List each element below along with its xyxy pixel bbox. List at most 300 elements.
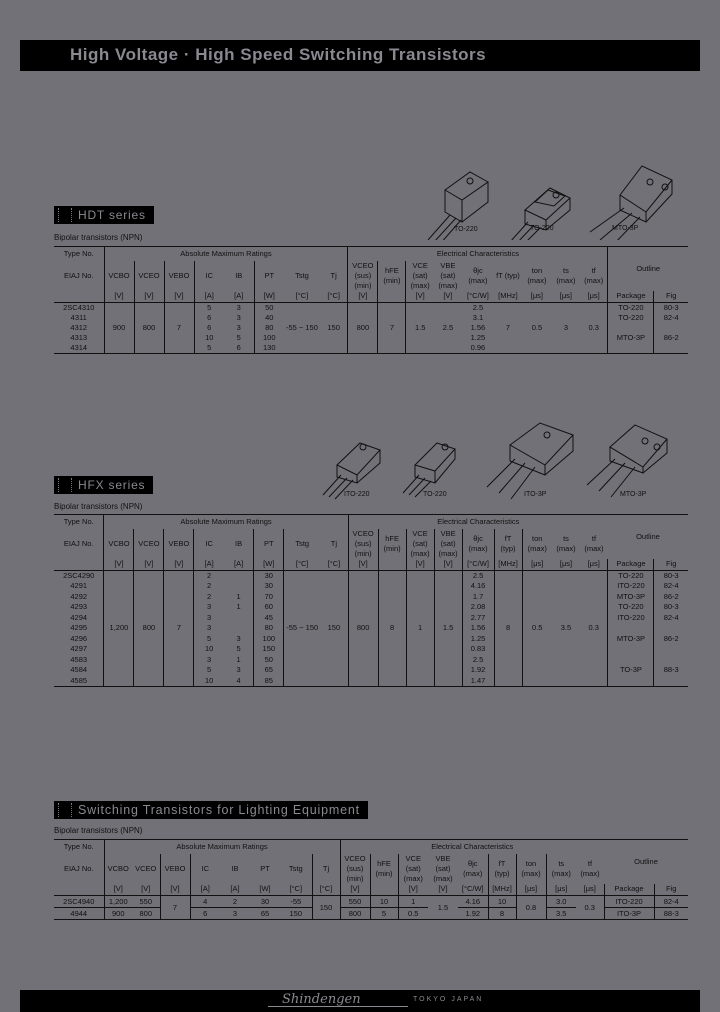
cell-ic: 10 [194, 644, 224, 655]
unit-vebo: [V] [164, 291, 194, 303]
col-tj: Tj [330, 538, 338, 548]
hdt-subtitle: Bipolar transistors (NPN) [54, 233, 143, 242]
col-tf: tf (max) [584, 533, 604, 553]
cell-ton: 0.8 [516, 896, 546, 920]
lighting-series-tag [54, 801, 368, 819]
hfx-subtitle: Bipolar transistors (NPN) [54, 502, 143, 511]
cell-vceo-sus: 550 [340, 896, 370, 908]
hdt-series-tag [54, 206, 154, 224]
col-vceo: VCEO [135, 863, 157, 873]
page-title-bar [20, 40, 700, 71]
col-ton: ton (max) [516, 854, 546, 884]
cell-ic: 10 [194, 676, 224, 687]
col-vceo-sus: VCEO (sus) (min) [348, 261, 378, 291]
cell-ib: 5 [236, 644, 241, 654]
unit-vebo: [V] [160, 884, 190, 896]
cell-ib: 3 [236, 323, 241, 332]
unit-vceo: [V] [134, 291, 164, 303]
hfx-series-tag [54, 476, 153, 494]
unit-vceo: [V] [141, 884, 151, 894]
unit-vceo-sus: [V] [348, 291, 378, 303]
cell-ic: 3 [194, 655, 224, 666]
cell-ic: 6 [194, 313, 224, 323]
cell-theta-jc: 2.5 [472, 303, 484, 312]
cell-pt: 50 [254, 303, 284, 314]
col-ft: fT (typ) [496, 270, 520, 280]
col-vbe-sat: VBE (sat) (max) [438, 260, 458, 290]
col-vcbo: VCBO [104, 261, 134, 291]
col-vce-sat: VCE (sat) (max) [406, 261, 434, 291]
cell-tstg: -55 ~ 150 [286, 323, 318, 332]
cell-pt: 80 [254, 323, 284, 333]
unit-ts: [μs] [559, 291, 573, 301]
table-row [54, 896, 688, 908]
col-pt: PT [254, 529, 284, 559]
cell-fig: 82-4 [654, 613, 688, 624]
col-ft: fT (typ) [488, 854, 516, 884]
col-vebo: VEBO [164, 261, 194, 291]
col-eiaj: EIAJ No. [63, 270, 94, 280]
col-eiaj: EIAJ No. [63, 863, 94, 873]
cell-vceo: 800 [139, 908, 152, 918]
unit-vbe-sat: [V] [443, 291, 453, 301]
cell-vcbo: 900 [104, 908, 132, 920]
lighting-spec-table [54, 839, 688, 920]
cell-eiaj: 4296 [70, 633, 88, 643]
cell-package: TO-220 [608, 571, 654, 582]
cell-pt: 30 [254, 581, 284, 592]
cell-pt: 30 [260, 896, 270, 906]
cell-vce-sat: 1 [406, 571, 434, 687]
cell-ic: 5 [194, 665, 224, 676]
unit-ft: [MHz] [498, 291, 518, 301]
cell-theta-jc: 0.83 [462, 644, 494, 655]
cell-theta-jc: 1.56 [470, 323, 486, 332]
cell-pt: 30 [254, 571, 284, 582]
unit-vce-sat: [V] [406, 559, 434, 571]
cell-ib: 3 [232, 908, 238, 918]
cell-eiaj: 4297 [70, 644, 88, 654]
unit-tj: [°C] [327, 291, 340, 301]
cell-fig: 88-3 [654, 655, 688, 687]
unit-vce-sat: [V] [406, 291, 434, 303]
cell-ft: 7 [505, 323, 510, 332]
cell-tj: 150 [327, 323, 340, 332]
unit-tstg: [°C] [295, 291, 309, 301]
cell-package: MTO-3P [608, 623, 654, 655]
cell-ic: 5 [194, 343, 224, 354]
unit-tj: [°C] [327, 559, 341, 569]
cell-fig: 82-4 [654, 896, 688, 908]
cell-fig: 80-3 [654, 303, 688, 314]
col-ib: IB [231, 863, 239, 873]
unit-ic: [A] [190, 884, 220, 896]
cell-ib: 3 [236, 633, 241, 643]
col-vbe-sat: VBE (sat) (max) [434, 529, 462, 559]
lighting-subtitle: Bipolar transistors (NPN) [54, 826, 143, 835]
cell-tj: 150 [312, 896, 340, 920]
cell-eiaj: 4295 [70, 623, 88, 633]
col-ts: ts (max) [546, 854, 576, 884]
unit-pt: [W] [259, 884, 271, 894]
unit-vce-sat: [V] [398, 884, 428, 896]
cell-vbe-sat: 2.5 [442, 323, 454, 332]
cell-vebo: 7 [164, 303, 194, 354]
cell-eiaj: 4294 [70, 612, 88, 622]
cell-theta-jc: 2.77 [462, 613, 494, 624]
unit-vbe-sat: [V] [438, 884, 448, 894]
col-vcbo: VCBO [104, 854, 132, 884]
cell-ts: 3.5 [546, 908, 576, 920]
abs-max-header: Absolute Maximum Ratings [104, 247, 348, 261]
cell-eiaj: 4314 [70, 343, 88, 352]
cell-pt: 50 [254, 655, 284, 666]
cell-ic: 4 [190, 896, 220, 908]
cell-fig: 86-2 [654, 623, 688, 655]
col-package: Package [604, 884, 654, 896]
cell-theta-jc: 1.47 [462, 676, 494, 687]
pkg-label-to220: TO-220 [454, 226, 478, 233]
cell-tf: 0.3 [588, 623, 599, 633]
cell-tf: 0.3 [584, 902, 595, 912]
unit-ts: [μs] [559, 559, 573, 569]
cell-ib: 4 [236, 675, 241, 685]
outline-header: Outline [636, 531, 660, 541]
cell-vebo: 7 [160, 896, 190, 920]
hdt-series-label: HDT series [78, 208, 146, 222]
cell-fig: 86-2 [654, 323, 688, 354]
cell-package: TO-220 [608, 313, 654, 323]
pkg-label-ito3p: ITO-3P [524, 491, 547, 498]
cell-eiaj: 2SC4310 [63, 303, 95, 312]
cell-vceo-sus: 800 [348, 303, 378, 354]
col-vebo: VEBO [164, 529, 194, 559]
col-ts: ts (max) [556, 265, 576, 285]
ito3p-drawing-icon [487, 423, 573, 499]
cell-fig: 88-3 [654, 908, 688, 920]
cell-ib: 1 [236, 591, 241, 601]
cell-eiaj: 4583 [70, 654, 88, 664]
unit-ic: [A] [194, 559, 224, 571]
cell-theta-jc: 1.25 [470, 333, 486, 342]
cell-pt: 40 [254, 313, 284, 323]
cell-ic: 6 [194, 323, 224, 333]
cell-eiaj: 2SC4290 [63, 571, 95, 580]
cell-vceo-sus: 800 [340, 908, 370, 920]
cell-package: MTO-3P [608, 592, 654, 603]
cell-ic: 2 [194, 592, 224, 603]
cell-theta-jc: 2.08 [462, 602, 494, 613]
cell-hfe: 7 [378, 303, 406, 354]
table-row [54, 571, 688, 582]
col-tstg: Tstg [295, 270, 309, 280]
cell-ib [224, 571, 254, 582]
cell-package: TO-3P [608, 655, 654, 687]
cell-eiaj: 4584 [70, 665, 88, 675]
unit-tstg: [°C] [289, 884, 303, 894]
unit-ic: [A] [194, 291, 224, 303]
cell-ic: 2 [194, 581, 224, 592]
cell-ib [224, 581, 254, 592]
unit-theta-jc: [°C/W] [462, 559, 494, 571]
mto3p-drawing-icon [587, 425, 667, 497]
cell-vbe-sat: 1.5 [437, 902, 449, 912]
type-no-header: Type No. [63, 248, 94, 258]
cell-eiaj: 2SC4940 [63, 896, 95, 906]
cell-package: ITO-220 [608, 581, 654, 592]
unit-ib: [A] [234, 291, 244, 301]
cell-vce-sat: 1.5 [406, 303, 434, 354]
unit-pt: [W] [254, 559, 284, 571]
cell-package: TO-220 [608, 602, 654, 613]
col-vce-sat: VCE (sat) (max) [406, 529, 434, 559]
brand-location: TOKYO JAPAN [413, 996, 484, 1003]
abs-max-header: Absolute Maximum Ratings [104, 840, 340, 854]
cell-vcbo: 1,200 [104, 896, 132, 908]
cell-vceo: 800 [134, 571, 164, 687]
cell-pt: 85 [254, 676, 284, 687]
unit-vcbo: [V] [104, 884, 132, 896]
cell-pt: 100 [254, 634, 284, 645]
unit-ton: [μs] [530, 291, 544, 301]
cell-ton: 0.5 [522, 571, 552, 687]
col-ts: ts (max) [556, 533, 576, 553]
cell-package: ITO-220 [608, 613, 654, 624]
cell-package: ITO-3P [604, 908, 654, 920]
col-theta-jc: θjc (max) [462, 529, 494, 559]
cell-tj: 150 [327, 623, 341, 633]
cell-ib: 5 [236, 333, 241, 342]
cell-pt: 45 [254, 613, 284, 624]
cell-eiaj: 4311 [70, 313, 87, 322]
col-vcbo: VCBO [104, 529, 134, 559]
outline-header: Outline [634, 856, 658, 866]
cell-theta-jc: 1.92 [465, 908, 481, 918]
lighting-series-label: Switching Transistors for Lighting Equipment [78, 803, 360, 817]
unit-vebo: [V] [164, 559, 194, 571]
col-eiaj: EIAJ No. [63, 538, 94, 548]
cell-pt: 80 [254, 623, 284, 634]
unit-vcbo: [V] [104, 559, 134, 571]
cell-tf: 0.3 [588, 323, 599, 332]
cell-theta-jc: 0.96 [470, 343, 486, 352]
cell-ib: 3 [236, 313, 241, 322]
cell-vceo: 550 [139, 896, 152, 906]
cell-ib: 3 [236, 303, 241, 312]
cell-ib [224, 623, 254, 634]
cell-pt: 100 [254, 333, 284, 343]
pkg-label-to220: TO-220 [423, 491, 447, 498]
col-package: Package [608, 291, 654, 303]
cell-hfe: 8 [378, 571, 406, 687]
series-marker-icon [58, 478, 72, 492]
col-theta-jc: θjc (max) [468, 265, 488, 285]
cell-pt: 60 [254, 602, 284, 613]
cell-fig: 80-3 [654, 571, 688, 582]
cell-theta-jc: 1.25 [462, 634, 494, 645]
col-ic: IC [190, 854, 220, 884]
col-tstg: Tstg [284, 529, 320, 559]
cell-ic: 3 [194, 623, 224, 634]
unit-tf: [μs] [583, 884, 596, 894]
cell-eiaj: 4313 [70, 333, 88, 342]
cell-ic: 5 [194, 303, 224, 314]
col-ton: ton (max) [522, 529, 552, 559]
elec-char-header: Electrical Characteristics [348, 247, 608, 261]
cell-ic: 6 [190, 908, 220, 920]
cell-ton: 0.5 [531, 323, 543, 332]
cell-ft: 8 [494, 571, 522, 687]
cell-ts: 3 [563, 323, 568, 332]
cell-package: TO-220 [608, 303, 654, 314]
cell-vebo: 7 [164, 571, 194, 687]
col-vebo: VEBO [160, 854, 190, 884]
unit-ton: [μs] [522, 559, 552, 571]
cell-eiaj: 4293 [70, 602, 88, 612]
cell-package: MTO-3P [608, 323, 654, 354]
cell-theta-jc: 3.1 [472, 313, 484, 322]
unit-tf: [μs] [587, 291, 600, 301]
cell-ft: 8 [488, 908, 516, 920]
unit-tf: [μs] [587, 559, 600, 569]
pkg-label-to220: TO-220 [530, 225, 554, 232]
cell-ic: 2 [194, 571, 224, 582]
cell-theta-jc: 4.16 [465, 896, 481, 906]
cell-theta-jc: 1.56 [462, 623, 494, 634]
cell-ic: 3 [194, 602, 224, 613]
cell-ib: 3 [236, 665, 241, 675]
col-vceo-sus: VCEO (sus) (min) [340, 854, 370, 884]
col-tf: tf (max) [580, 858, 600, 878]
cell-vcbo: 900 [104, 303, 134, 354]
cell-theta-jc: 1.7 [462, 592, 494, 603]
type-no-header: Type No. [63, 516, 94, 526]
col-hfe: hFE (min) [378, 261, 406, 291]
cell-package: ITO-220 [604, 896, 654, 908]
col-package: Package [608, 559, 654, 571]
cell-ic: 10 [194, 333, 224, 343]
pkg-label-mto3p: MTO-3P [620, 491, 647, 498]
hdt-spec-table [54, 246, 688, 354]
unit-tstg: [°C] [284, 559, 320, 571]
cell-ts: 3.5 [560, 623, 572, 633]
cell-tstg: 150 [289, 908, 302, 918]
cell-eiaj: 4292 [70, 591, 88, 601]
cell-theta-jc: 2.5 [462, 655, 494, 666]
unit-ft: [MHz] [488, 884, 516, 896]
unit-vbe-sat: [V] [434, 559, 462, 571]
cell-eiaj: 4944 [70, 908, 88, 918]
col-ic: IC [194, 529, 224, 559]
col-vceo: VCEO [134, 261, 164, 291]
cell-ft: 10 [488, 896, 516, 908]
cell-ic: 3 [194, 613, 224, 624]
unit-ts: [μs] [546, 884, 576, 896]
col-vce-sat: VCE (sat) (max) [398, 854, 428, 884]
cell-ic: 5 [194, 634, 224, 645]
cell-ib: 6 [236, 343, 241, 352]
unit-pt: [W] [254, 291, 284, 303]
unit-vceo-sus: [V] [340, 884, 370, 896]
col-ib: IB [235, 538, 243, 548]
cell-fig: 80-3 [654, 602, 688, 613]
unit-ton: [μs] [516, 884, 546, 896]
hfx-package-drawings [315, 405, 705, 500]
col-hfe: hFE (min) [378, 529, 406, 559]
col-ib: IB [235, 270, 243, 280]
series-marker-icon [58, 208, 72, 222]
unit-ft: [MHz] [494, 559, 522, 571]
outline-header: Outline [608, 247, 688, 291]
hfx-series-label: HFX series [78, 478, 146, 492]
table-row [54, 303, 688, 314]
col-tj: Tj [330, 270, 337, 280]
col-vceo-sus: VCEO (sus) (min) [348, 529, 378, 559]
col-fig: Fig [654, 559, 688, 571]
cell-eiaj: 4585 [70, 675, 88, 685]
unit-vceo: [V] [134, 559, 164, 571]
cell-ib [224, 613, 254, 624]
cell-vce-sat: 1 [398, 896, 428, 908]
col-fig: Fig [654, 884, 688, 896]
unit-vcbo: [V] [104, 291, 134, 303]
cell-theta-jc: 2.5 [462, 571, 494, 582]
col-tj: Tj [312, 854, 340, 884]
cell-fig: 86-2 [654, 592, 688, 603]
cell-hfe: 5 [370, 908, 398, 920]
type-no-header: Type No. [63, 841, 94, 851]
cell-pt: 130 [254, 343, 284, 354]
unit-ib: [A] [230, 884, 240, 894]
cell-eiaj: 4291 [70, 581, 88, 591]
cell-fig: 82-4 [654, 581, 688, 592]
col-theta-jc: θjc (max) [463, 858, 483, 878]
cell-theta-jc: 4.16 [462, 581, 494, 592]
page-title: High Voltage · High Speed Switching Transistors [70, 45, 487, 64]
unit-theta-jc: [°C/W] [467, 291, 489, 301]
footer-bar [20, 990, 700, 1012]
pkg-label-ito220: ITO-220 [344, 491, 370, 498]
cell-ts: 3.0 [546, 896, 576, 908]
cell-pt: 65 [260, 908, 270, 918]
pkg-label-mto3p: MTO-3P [612, 225, 639, 232]
elec-char-header: Electrical Characteristics [340, 840, 604, 854]
cell-pt: 70 [254, 592, 284, 603]
cell-hfe: 10 [370, 896, 398, 908]
col-ft: fT (typ) [494, 529, 522, 559]
unit-vceo-sus: [V] [348, 559, 378, 571]
col-tf: tf (max) [584, 265, 604, 285]
col-fig: Fig [654, 291, 688, 303]
hfx-spec-table [54, 514, 688, 687]
unit-ib: [A] [234, 559, 244, 569]
abs-max-header: Absolute Maximum Ratings [104, 515, 348, 529]
to220-drawing-icon [510, 188, 570, 240]
cell-vce-sat: 0.5 [398, 908, 428, 920]
cell-vcbo: 1,200 [104, 571, 134, 687]
cell-fig: 82-4 [654, 313, 688, 323]
cell-tstg: -55 [290, 896, 302, 906]
cell-ib: 1 [236, 602, 241, 612]
cell-theta-jc: 1.92 [462, 665, 494, 676]
col-vbe-sat: VBE (sat) (max) [433, 853, 453, 883]
col-hfe: hFE (min) [370, 854, 398, 884]
col-ton: ton (max) [527, 265, 547, 285]
cell-ib: 1 [236, 654, 241, 664]
to220-drawing-icon [403, 443, 455, 497]
col-tstg: Tstg [288, 863, 303, 873]
cell-ib: 2 [232, 896, 238, 906]
